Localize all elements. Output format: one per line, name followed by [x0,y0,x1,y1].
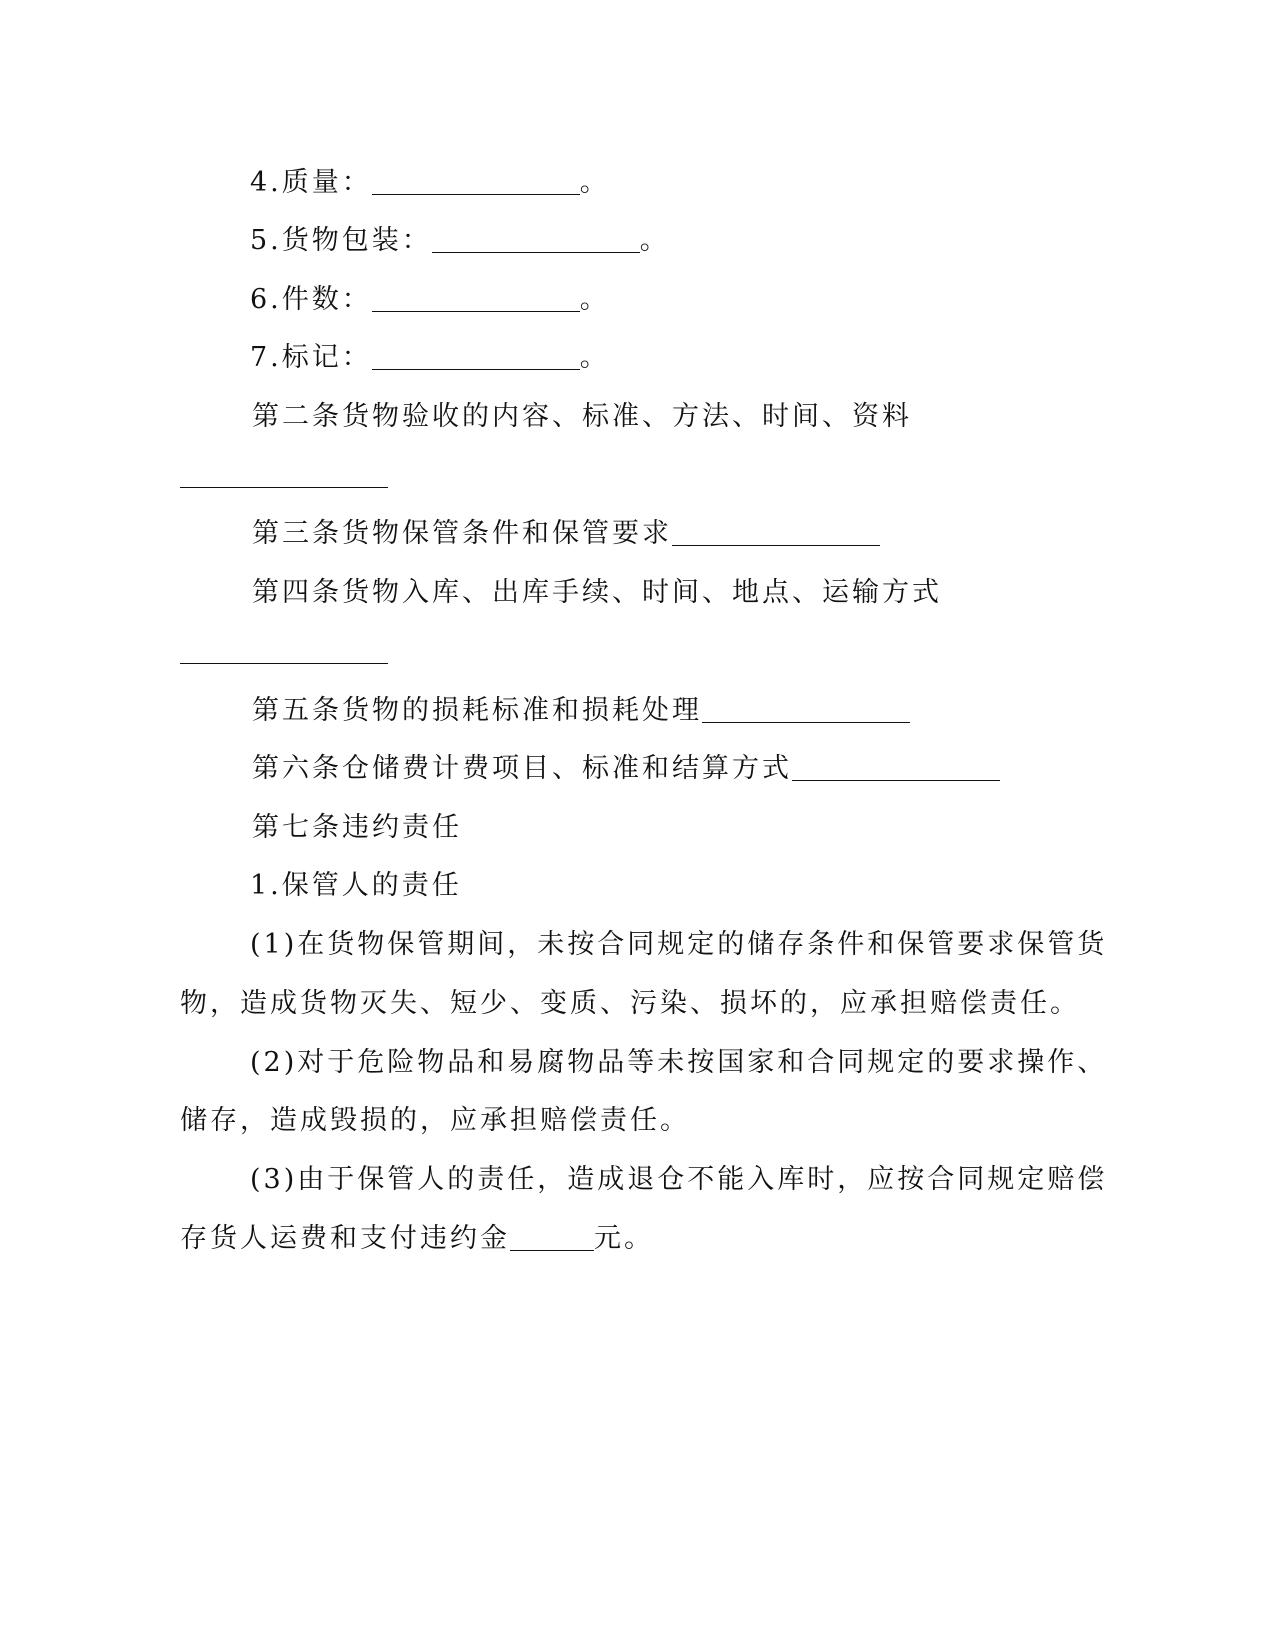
item-mark [250,341,610,375]
item-count [250,283,610,317]
article-4-blank[interactable] [180,663,388,664]
para-3-line-2 [180,1222,654,1256]
mark-blank[interactable] [372,343,580,370]
item-count-end: 。 [579,284,610,315]
para-3-line-2-after: 元。 [594,1223,654,1254]
para-1-line-2-text: 物，造成货物灭失、短少、变质、污染、损坏的，应承担赔偿责任。 [180,988,1080,1019]
item-mark-label: 7.标记： [250,342,372,373]
para-3-line-1-text: (3)由于保管人的责任，造成退仓不能入库时，应按合同规定赔偿 [250,1164,1108,1195]
para-3-line-2-before: 存货人运费和支付违约金 [180,1223,510,1254]
para-2-line-2 [180,1104,690,1138]
sub-1 [250,869,462,903]
article-5-text: 第五条货物的损耗标准和损耗处理 [252,695,702,726]
article-2-text: 第二条货物验收的内容、标准、方法、时间、资料 [252,401,912,432]
item-quality-label: 4.质量： [250,167,372,198]
packaging-blank[interactable] [432,226,640,253]
article-2-blank[interactable] [180,487,388,488]
penalty-amount-blank[interactable] [510,1224,594,1251]
item-quality [250,166,610,200]
para-2-line-2-text: 储存，造成毁损的，应承担赔偿责任。 [180,1105,690,1136]
article-6-text: 第六条仓储费计费项目、标准和结算方式 [252,753,792,784]
item-count-label: 6.件数： [250,284,372,315]
article-2 [252,400,912,434]
article-6-blank[interactable] [792,754,1000,781]
para-2-line-1 [250,1046,1107,1080]
para-3-line-1 [250,1163,1107,1197]
count-blank[interactable] [372,285,580,312]
item-mark-end: 。 [579,342,610,373]
article-7 [252,811,462,845]
article-3-text: 第三条货物保管条件和保管要求 [252,518,672,549]
para-2-line-1-text: (2)对于危险物品和易腐物品等未按国家和合同规定的要求操作、 [250,1047,1108,1078]
article-5-blank[interactable] [702,696,910,723]
para-1-line-1-text: (1)在货物保管期间，未按合同规定的储存条件和保管要求保管货 [250,929,1108,960]
para-1-line-1 [250,928,1107,962]
para-1-line-2 [180,987,1080,1021]
item-packaging-label: 5.货物包装： [250,225,432,256]
article-5 [252,694,910,728]
article-3 [252,517,880,551]
article-3-blank[interactable] [672,519,880,546]
article-4-text: 第四条货物入库、出库手续、时间、地点、运输方式 [252,577,942,608]
item-quality-end: 。 [579,167,610,198]
item-packaging [250,224,670,258]
quality-blank[interactable] [372,168,580,195]
article-7-text: 第七条违约责任 [252,812,462,843]
item-packaging-end: 。 [639,225,670,256]
article-4 [252,576,942,610]
article-6 [252,752,1000,786]
sub-1-text: 1.保管人的责任 [250,870,462,901]
